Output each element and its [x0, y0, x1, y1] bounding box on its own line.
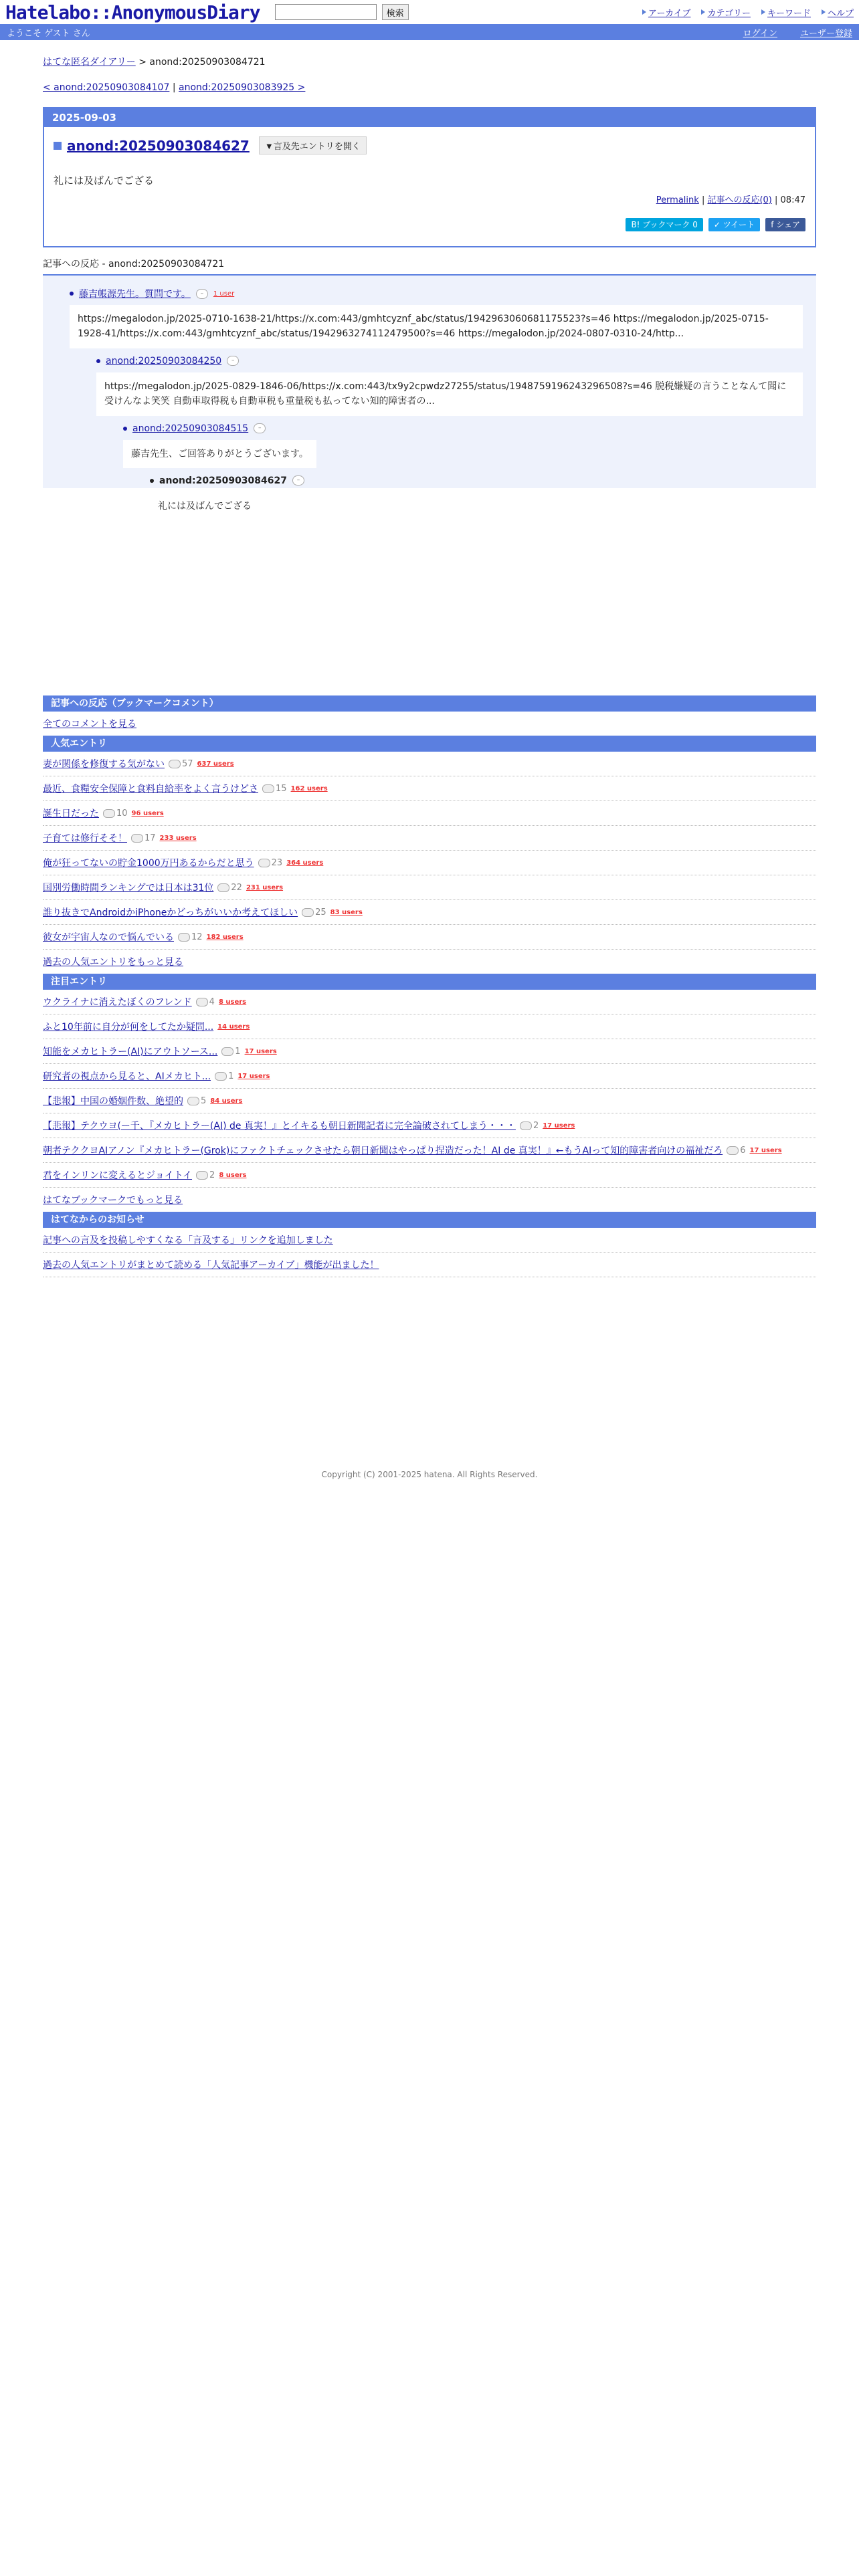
- entry-list-title[interactable]: 【悲報】テクウヨ(ー千、『メカヒトラー(AI) de 真実！』とイキるも朝日新聞記者に完全論破されてしまう・・・: [43, 1121, 516, 1132]
- comment-bubble-icon: [258, 859, 270, 867]
- comment-bubble-icon: [215, 1072, 227, 1081]
- entry-list-item: [43, 851, 816, 875]
- comment-bubble-icon: [196, 998, 208, 1006]
- comment-count[interactable]: 22: [217, 883, 242, 893]
- reactions-link[interactable]: 記事への反応(0): [707, 195, 772, 205]
- tweet-button[interactable]: ✓ ツイート: [708, 218, 760, 231]
- register-link[interactable]: ユーザー登録: [799, 28, 852, 39]
- entry-list-title[interactable]: 妻が関係を修復する気がない: [43, 759, 165, 770]
- bookmark-users[interactable]: 17 users: [244, 1047, 277, 1055]
- notable-header: 注目エントリ: [43, 974, 816, 990]
- entry-list-item: [43, 990, 816, 1014]
- notable-more-link[interactable]: はてなブックマークでもっと見る: [43, 1195, 183, 1206]
- tree-node-body: 礼には及ばんでござる: [150, 492, 260, 520]
- popular-list: [43, 752, 816, 950]
- comment-bubble-icon: [217, 883, 229, 892]
- comment-bubble-icon: [196, 1171, 208, 1180]
- comment-bubble-icon: [727, 1146, 739, 1155]
- comment-bubble-icon: [187, 1097, 199, 1105]
- welcome-text: ようこそ ゲスト さん: [7, 28, 90, 39]
- nav-category[interactable]: カテゴリー: [701, 6, 750, 19]
- bookmark-users[interactable]: 231 users: [246, 883, 284, 891]
- comment-count[interactable]: 4: [196, 997, 215, 1007]
- notable-list: [43, 990, 816, 1188]
- tree-node-body: 藤吉先生、ご回答ありがとうございます。: [123, 440, 316, 468]
- permalink[interactable]: Permalink: [656, 195, 699, 205]
- entry-text: 礼には及ばんでござる: [54, 175, 155, 187]
- top-bar: [0, 0, 859, 24]
- bookmark-users[interactable]: 83 users: [330, 908, 363, 916]
- entry-meta: Permalink | 記事への反応(0) | 08:47: [656, 195, 805, 205]
- comment-count[interactable]: 1: [215, 1071, 233, 1081]
- tree-node-title[interactable]: anond:20250903084515: [132, 423, 249, 434]
- nav-archive[interactable]: アーカイブ: [642, 6, 691, 19]
- bookmark-users[interactable]: 162 users: [290, 784, 328, 792]
- search-button[interactable]: 検索: [382, 4, 409, 20]
- comment-count[interactable]: 10: [103, 809, 128, 819]
- bookmark-comments-header: 記事への反応（ブックマークコメント）: [43, 695, 816, 712]
- facebook-share-button[interactable]: f シェア: [765, 218, 805, 231]
- share-buttons: [626, 218, 805, 231]
- entry-list-item: [43, 925, 816, 950]
- comment-bubble-icon: [302, 908, 314, 917]
- bullet-icon: [150, 479, 154, 483]
- arrow-icon: [642, 9, 646, 15]
- comment-count[interactable]: 2: [196, 1170, 215, 1180]
- popular-header: 人気エントリ: [43, 736, 816, 752]
- comment-count[interactable]: 1: [221, 1047, 240, 1057]
- entry-list-item: [43, 1064, 816, 1089]
- comment-bubble-icon: [178, 933, 190, 942]
- tree-node: [70, 285, 803, 348]
- nav-keyword[interactable]: キーワード: [761, 6, 811, 19]
- pager: < anond:20250903084107 | anond:20250903083925 >: [43, 82, 306, 93]
- search-input[interactable]: [275, 4, 377, 20]
- entry-list-item: [43, 900, 816, 925]
- bullet-icon: [70, 292, 74, 296]
- comment-count[interactable]: 57: [169, 759, 193, 769]
- comment-count[interactable]: 5: [187, 1096, 206, 1106]
- collapse-icon[interactable]: –: [227, 356, 239, 366]
- entry-list-item: [43, 826, 816, 851]
- comment-bubble-icon: [169, 760, 181, 768]
- entry-list-item: [43, 752, 816, 776]
- reaction-tree: [43, 276, 816, 512]
- bookmark-users[interactable]: 637 users: [197, 760, 234, 768]
- entry-list-title[interactable]: 俺が狂ってないの貯金1000万円あるからだと思う: [43, 858, 254, 869]
- comment-bubble-icon: [131, 834, 143, 843]
- arrow-icon: [822, 9, 826, 15]
- main-content: [43, 40, 816, 1479]
- bookmark-users[interactable]: 233 users: [159, 834, 197, 842]
- top-links: [642, 6, 854, 19]
- entry-list-item: [43, 776, 816, 801]
- collapse-icon[interactable]: –: [292, 475, 304, 486]
- entry-title[interactable]: anond:20250903084627: [67, 137, 250, 154]
- entry-list-item: [43, 1039, 816, 1064]
- comment-count[interactable]: 2: [520, 1121, 539, 1131]
- collapse-icon[interactable]: –: [254, 423, 266, 433]
- bookmark-users[interactable]: 17 users: [749, 1146, 782, 1154]
- comment-bubble-icon: [221, 1047, 233, 1056]
- bookmark-users[interactable]: 17 users: [543, 1121, 575, 1130]
- prev-entry-link[interactable]: < anond:20250903084107: [43, 82, 170, 93]
- popular-more-link[interactable]: 過去の人気エントリをもっと見る: [43, 957, 183, 968]
- login-link[interactable]: ログイン: [743, 28, 777, 39]
- breadcrumb: はてな匿名ダイアリー > anond:20250903084721: [43, 57, 266, 68]
- entry-list-title[interactable]: ウクライナに消えたぼくのフレンド: [43, 997, 192, 1008]
- bookmark-users[interactable]: 182 users: [206, 933, 244, 941]
- bookmark-users[interactable]: 8 users: [219, 1171, 247, 1179]
- entry-list-item: [43, 875, 816, 900]
- entry-list-title[interactable]: 誕生日だった: [43, 809, 99, 819]
- breadcrumb-home[interactable]: はてな匿名ダイアリー: [43, 57, 136, 68]
- entry-title-row: [54, 136, 805, 154]
- bullet-icon: [123, 427, 127, 431]
- entry-list-title[interactable]: 子育ては修行そそ！: [43, 833, 127, 844]
- entry-time: | 08:47: [771, 195, 805, 205]
- tree-node-body: https://megalodon.jp/2025-0829-1846-06/https://x.com:443/tx9y2cpwdz27255/status/1948759196243296508?s=46 脱税嫌疑の言うことなんて聞に受けんなよ笑笑 自動車取得税も自動車税も重量税も払ってない知的障害者の...: [96, 372, 803, 416]
- entry-list-title[interactable]: 国別労働時間ランキングでは日本は31位: [43, 883, 214, 893]
- reactions-header: 記事への反応 - anond:20250903084721: [43, 254, 816, 276]
- comment-count[interactable]: 6: [727, 1146, 745, 1156]
- hatena-bookmark-button[interactable]: B! ブックマーク 0: [626, 218, 702, 231]
- open-referenced-button[interactable]: ▼言及先エントリを開く: [259, 136, 367, 154]
- comment-count[interactable]: 23: [258, 858, 283, 868]
- comment-bubble-icon: [520, 1121, 532, 1130]
- tree-node-users[interactable]: 1 user: [213, 290, 235, 298]
- entry-list-title[interactable]: 知能をメカヒトラー(AI)にアウトソース...: [43, 1047, 218, 1057]
- comment-count[interactable]: 15: [262, 784, 287, 794]
- entry-list-title[interactable]: 誰り抜きでAndroidかiPhoneかどっちがいいか考えてほしい: [43, 907, 298, 918]
- facebook-icon: f: [771, 220, 777, 229]
- tree-node-title[interactable]: anond:20250903084250: [106, 355, 222, 366]
- arrow-icon: [701, 9, 705, 15]
- tree-node-title[interactable]: 藤吉帳源先生。質問です。: [79, 289, 191, 300]
- comment-count[interactable]: 12: [178, 932, 203, 942]
- bookmark-users[interactable]: 364 users: [286, 859, 324, 867]
- search-area: [275, 4, 409, 20]
- entry-list-item: [43, 1014, 816, 1039]
- entry-list-item: [43, 1089, 816, 1113]
- news-header: はてなからのお知らせ: [43, 1212, 816, 1228]
- entry-list-title[interactable]: 君をインリンに変えるとジョイトイ: [43, 1170, 193, 1181]
- news-link[interactable]: 過去の人気エントリがまとめて読める「人気記事アーカイブ」機能が出ました！: [43, 1260, 379, 1271]
- tree-node-title-current: anond:20250903084627: [159, 475, 287, 486]
- entry-list-item: [43, 801, 816, 826]
- bookmark-users[interactable]: 84 users: [210, 1097, 243, 1105]
- news-link[interactable]: 記事への言及を投稿しやすくなる「言及する」リンクを追加しました: [43, 1235, 333, 1246]
- twitter-icon: ✓: [713, 220, 723, 229]
- entry-list-title[interactable]: 【悲報】中国の婚姻件数、絶望的: [43, 1096, 183, 1107]
- entry-date: 2025-09-03: [44, 108, 815, 127]
- bookmark-users[interactable]: 14 users: [217, 1023, 250, 1031]
- comment-bubble-icon: [262, 784, 274, 793]
- site-logo[interactable]: Hatelabo::AnonymousDiary: [5, 1, 260, 23]
- nav-help[interactable]: ヘルプ: [822, 6, 854, 19]
- comment-count[interactable]: 17: [131, 833, 156, 843]
- entry-box: [43, 107, 816, 247]
- bookmark-users[interactable]: 8 users: [218, 998, 247, 1006]
- entry-list-title[interactable]: 彼女が宇宙人なので悩んでいる: [43, 932, 174, 943]
- bullet-icon: [96, 359, 100, 363]
- tree-node-body: https://megalodon.jp/2025-0710-1638-21/https://x.com:443/gmhtcyznf_abc/status/1942963060681175523?s=46 https://megalodon.jp/2025-0715-1928-41/https://x.com:443/gmhtcyznf_abc/status/1942963274112479500?s=46 https://megalodon.jp/2024-0807-0310-24/http...: [70, 305, 803, 348]
- next-entry-link[interactable]: anond:20250903083925 >: [179, 82, 306, 93]
- comment-bubble-icon: [103, 809, 115, 818]
- entry-list-title[interactable]: 研究者の視点から見ると、AIメカヒト...: [43, 1071, 211, 1082]
- comment-count[interactable]: 25: [302, 907, 326, 918]
- entry-square-icon: [54, 142, 62, 150]
- collapse-icon[interactable]: –: [196, 289, 208, 299]
- entry-list-item: [43, 1113, 816, 1138]
- breadcrumb-current: anond:20250903084721: [149, 57, 266, 68]
- entry-list-item: [43, 1138, 816, 1163]
- entry-list-item: [43, 1163, 816, 1188]
- entry-list-title[interactable]: 最近、食糧安全保障と食料自給率をよく言うけどさ: [43, 784, 258, 794]
- tree-node: [123, 420, 803, 472]
- user-bar: [0, 24, 859, 40]
- arrow-icon: [761, 9, 765, 15]
- all-comments-link[interactable]: 全てのコメントを見る: [43, 719, 136, 730]
- entry-list-title[interactable]: 朝者テククヨAIアノン『メカヒトラー(Grok)にファクトチェックさせたら朝日新聞はやっぱり捏造だった！AI de 真実！』←もうAIって知的障害者向けの福祉だろ: [43, 1146, 723, 1156]
- bookmark-users[interactable]: 17 users: [237, 1072, 270, 1080]
- footer-copyright: Copyright (C) 2001-2025 hatena. All Rights Reserved.: [321, 1470, 538, 1479]
- bookmark-users[interactable]: 96 users: [131, 809, 164, 817]
- entry-list-title[interactable]: ふと10年前に自分が何をしてたか疑問...: [43, 1022, 214, 1033]
- tree-node: [96, 352, 803, 416]
- entry-body: [44, 127, 815, 246]
